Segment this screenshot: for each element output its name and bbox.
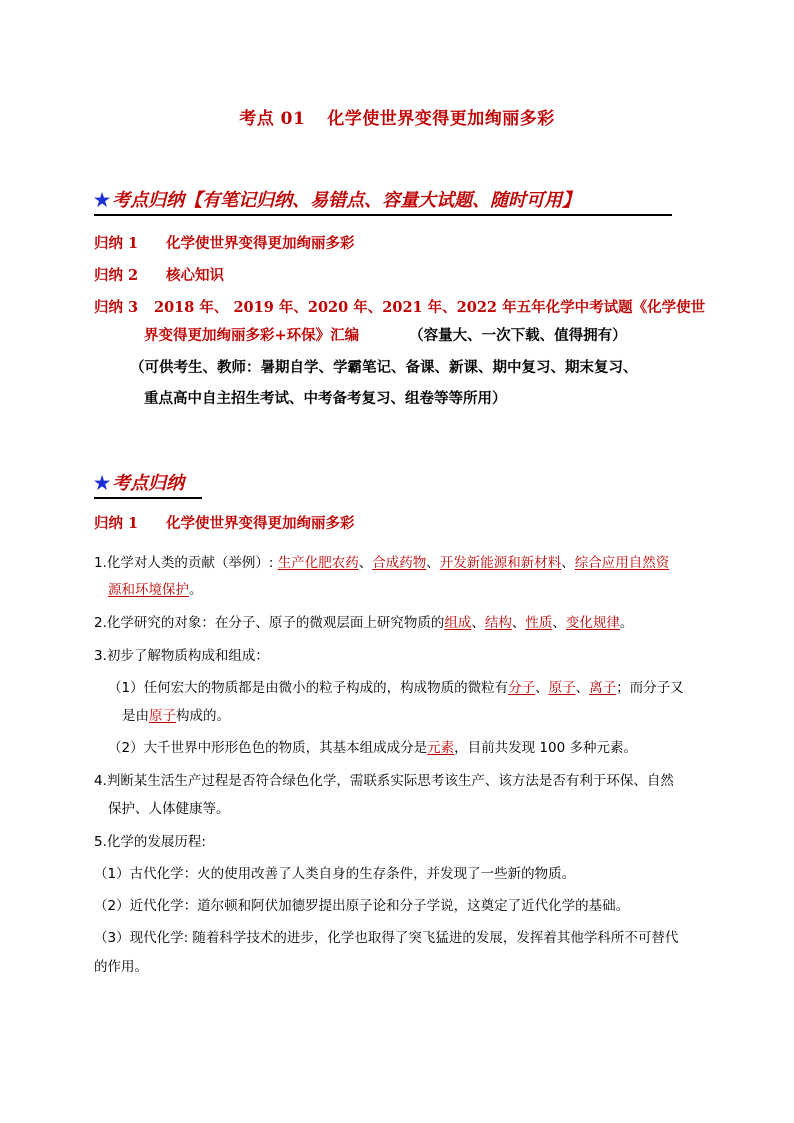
paragraph-5-item-1: （1）古代化学：火的使用改善了人类自身的生存条件，并发现了一些新的物质。 [94, 866, 576, 882]
section-heading-text: 考点归纳 [112, 473, 185, 494]
underlined-term: 原子 [149, 708, 176, 724]
underlined-term: 合成药物 [372, 555, 427, 571]
toc-item-3 [94, 296, 705, 317]
underlined-term: 元素 [427, 740, 455, 756]
underlined-term: 变化规律 [565, 615, 620, 631]
paragraph-5-item-2: （2）近代化学：道尔顿和阿伏加德罗提出原子论和分子学说，这奠定了近代化学的基础。 [94, 898, 630, 914]
guina-num: 归纳 1 [94, 515, 139, 532]
toc-text: 2018 年、 2019 年、2020 年、2021 年、2022 年五年化学中考试题《化学使世 [154, 299, 706, 316]
toc-text: 核心知识 [166, 267, 224, 284]
underlined-term: 离子 [589, 680, 617, 696]
underlined-term: 分子 [508, 680, 536, 696]
paragraph-4: 4.判断某生活生产过程是否符合绿色化学，需联系实际思考该生产、该方法是否有利于环保、自然 [94, 773, 674, 789]
underlined-term: 结构 [484, 615, 512, 631]
toc-item-1 [94, 232, 355, 253]
paragraph-3: 3.初步了解物质构成和组成： [94, 648, 269, 664]
paragraph-3-item-1-cont: 是由原子构成的。 [122, 708, 230, 724]
underlined-term: 综合应用自然资 [574, 555, 670, 571]
toc-item-3-continued [144, 324, 627, 345]
underlined-term: 原子 [548, 680, 576, 696]
toc-note: （容量大、一次下载、值得拥有） [409, 327, 627, 344]
paragraph-3-item-1: （1）任何宏大的物质都是由微小的粒子构成的，构成物质的微粒有分子、原子、离子；而分子又 [108, 680, 684, 696]
guina-heading [94, 512, 355, 533]
toc-text: 化学使世界变得更加绚丽多彩 [166, 235, 355, 252]
underlined-term: 开发新能源和新材料 [439, 555, 562, 571]
page-title [0, 104, 794, 129]
toc-num: 归纳 3 [94, 299, 139, 316]
paragraph-5-item-3-cont: 的作用。 [94, 959, 148, 975]
paragraph-5: 5.化学的发展历程: [94, 834, 206, 850]
underlined-term: 性质 [525, 615, 553, 631]
star-icon: ★ [94, 473, 111, 494]
toc-item-2 [94, 264, 224, 285]
usage-note-line-1: （可供考生、教师：暑期自学、学霸笔记、备课、新课、期中复习、期末复习、 [130, 359, 638, 376]
title-code: 考点 01 [239, 109, 306, 129]
underlined-term: 生产化肥农药 [277, 555, 359, 571]
usage-note-line-2: 重点高中自主招生考试、中考备考复习、组卷等等所用） [144, 390, 507, 407]
paragraph-4-cont: 保护、人体健康等。 [108, 801, 230, 817]
star-icon: ★ [94, 190, 111, 211]
toc-num: 归纳 1 [94, 235, 139, 252]
underlined-term: 组成 [444, 615, 472, 631]
paragraph-1-cont: 源和环境保护。 [108, 582, 203, 598]
section-heading-summary [94, 186, 672, 216]
guina-text: 化学使世界变得更加绚丽多彩 [166, 515, 355, 532]
underlined-term: 源和环境保护 [108, 582, 189, 598]
paragraph-1: 1.化学对人类的贡献（举例）: 生产化肥农药、合成药物、开发新能源和新材料、综合应用自然资 [94, 555, 670, 571]
paragraph-3-item-2: （2）大千世界中形形色色的物质，其基本组成成分是元素，目前共发现 100 多种元素。 [108, 740, 637, 756]
section-heading-guina [94, 469, 202, 499]
toc-text-cont: 界变得更加绚丽多彩+环保》汇编 [144, 327, 360, 344]
section-heading-text: 考点归纳【有笔记归纳、易错点、容量大试题、随时可用】 [112, 190, 581, 211]
paragraph-5-item-3: （3）现代化学: 随着科学技术的进步，化学也取得了突飞猛进的发展，发挥着其他学科所不可替代 [94, 930, 679, 946]
title-text: 化学使世界变得更加绚丽多彩 [327, 109, 555, 129]
toc-num: 归纳 2 [94, 267, 139, 284]
paragraph-2: 2.化学研究的对象：在分子、原子的微观层面上研究物质的组成、结构、性质、变化规律。 [94, 615, 634, 631]
